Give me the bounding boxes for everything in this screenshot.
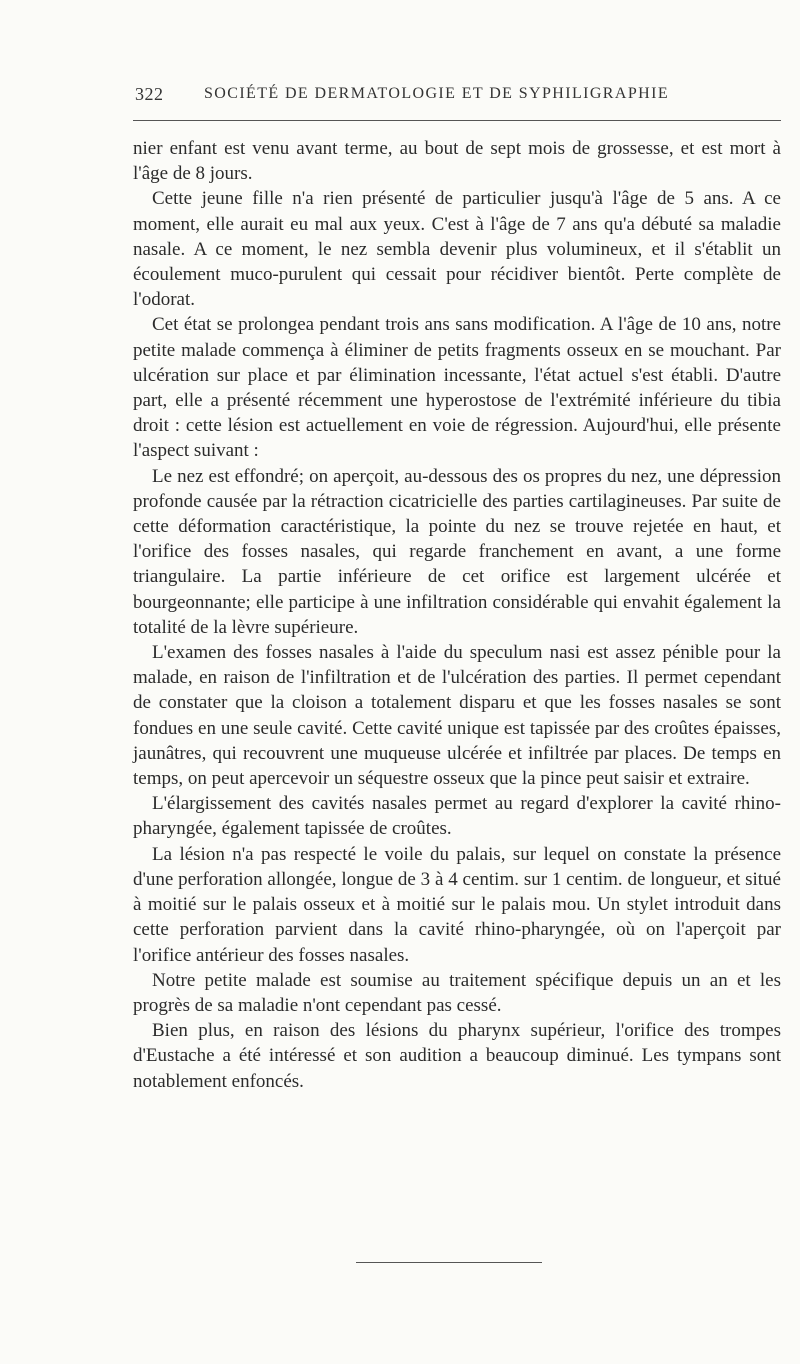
footer-rule (356, 1262, 542, 1263)
paragraph-2: Cette jeune fille n'a rien présenté de particulier jusqu'à l'âge de 5 ans. A ce moment, elle aurait eu mal aux yeux. C'est à l'âge de 7 ans qu'a débuté sa maladie nasale. A ce moment, le nez sembla devenir plus volumineux, et il s'établit un écoulement muco-purulent qui cessait pour récidiver bientôt. Perte complète de l'odorat. (133, 188, 781, 311)
paragraph-3: Cet état se prolongea pendant trois ans sans modification. A l'âge de 10 ans, notre petite malade commença à éliminer de petits fragments osseux en se mouchant. Par ulcération sur place et par élimination incessante, l'état actuel s'est établi. D'autre part, elle a présenté récemment une hyperostose de l'extrémité inférieure du tibia droit : cette lésion est actuellement en voie de régression. Aujourd'hui, elle présente l'aspect suivant : (133, 314, 781, 462)
body-text (133, 136, 781, 1094)
paragraph-6: L'élargissement des cavités nasales permet au regard d'explorer la cavité rhino-pharyngée, également tapissée de croûtes. (133, 793, 781, 840)
paragraph-1: nier enfant est venu avant terme, au bout de sept mois de grossesse, et est mort à l'âge de 8 jours. (133, 138, 781, 185)
running-title: SOCIÉTÉ DE DERMATOLOGIE ET DE SYPHILIGRAPHIE (204, 85, 669, 102)
paragraph-7: La lésion n'a pas respecté le voile du palais, sur lequel on constate la présence d'une perforation allongée, longue de 3 à 4 centim. sur 1 centim. de longueur, et situé à moitié sur le palais osseux et à moitié sur le palais mou. Un stylet introduit dans cette perforation parvient dans la cavité rhino-pharyngée, où on l'aperçoit par l'orifice antérieur des fosses nasales. (133, 843, 781, 966)
page-number: 322 (135, 84, 164, 104)
header-rule (133, 120, 781, 121)
paragraph-8: Notre petite malade est soumise au traitement spécifique depuis un an et les progrès de sa maladie n'ont cependant pas cessé. (133, 969, 781, 1016)
paragraph-5: L'examen des fosses nasales à l'aide du speculum nasi est assez pénible pour la malade, en raison de l'infiltration et de l'ulcération des parties. Il permet cependant de constater que la cloison a totalement disparu et que les fosses nasales se sont fondues en une seule cavité. Cette cavité unique est tapissée par des croûtes épaisses, jaunâtres, qui recouvrent une muqueuse ulcérée et infiltrée par places. De temps en temps, on peut apercevoir un séquestre osseux que la pince peut saisir et extraire. (133, 642, 781, 790)
paragraph-4: Le nez est effondré; on aperçoit, au-dessous des os propres du nez, une dépression profonde causée par la rétraction cicatricielle des parties cartilagineuses. Par suite de cette déformation caractéristique, la pointe du nez se trouve rejetée en haut, et l'orifice des fosses nasales, qui regarde franchement en avant, a une forme triangulaire. La partie inférieure de cet orifice est largement ulcérée et bourgeonnante; elle participe à une infiltration considérable qui envahit également la totalité de la lèvre supérieure. (133, 465, 781, 638)
paragraph-9: Bien plus, en raison des lésions du pharynx supérieur, l'orifice des trompes d'Eustache a été intéressé et son audition a beaucoup diminué. Les tympans sont notablement enfoncés. (133, 1020, 781, 1092)
running-header (135, 84, 775, 112)
